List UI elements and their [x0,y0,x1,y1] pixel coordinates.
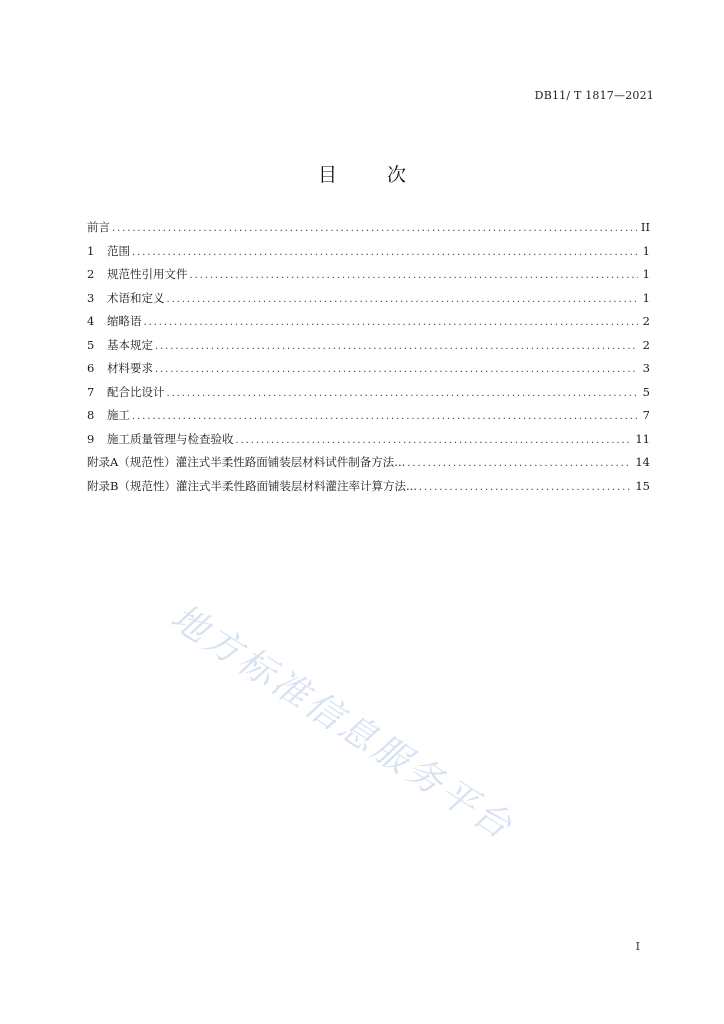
toc-entry-number: 5 [87,337,95,352]
toc-entry-foreword[interactable] [87,216,650,240]
title-char-1: 目 [317,164,337,186]
toc-leader-dots [112,217,637,241]
toc-entry-4[interactable] [87,310,650,334]
toc-entry-7[interactable] [87,381,650,405]
toc-leader-dots [167,288,639,312]
toc-entry-number: 9 [87,431,95,446]
toc-entry-page: 5 [642,384,650,399]
table-of-contents [87,216,650,498]
toc-entry-page: 2 [642,337,650,352]
toc-entry-text: 范围 [107,243,130,258]
toc-entry-text: 配合比设计 [107,384,165,399]
toc-leader-dots [419,476,631,500]
toc-entry-number: 4 [87,314,95,328]
toc-entry-page: 1 [642,243,650,258]
page-title [0,160,724,187]
toc-entry-page: 11 [635,431,650,446]
toc-entry-page: 7 [642,408,650,422]
toc-entry-text: 附录A（规范性）灌注式半柔性路面铺装层材料试件制备方法... [87,455,406,469]
toc-entry-page: 1 [642,290,650,305]
toc-entry-3[interactable] [87,287,650,311]
toc-leader-dots [407,452,631,476]
toc-entry-page: 1 [642,267,650,281]
toc-entry-6[interactable] [87,357,650,381]
toc-entry-text: 缩略语 [107,314,142,328]
toc-leader-dots [155,335,638,359]
toc-entry-number: 3 [87,290,95,305]
toc-entry-page: 2 [642,314,650,328]
toc-entry-appendix-a[interactable] [87,451,650,475]
toc-leader-dots [132,405,638,429]
toc-entry-text: 施工质量管理与检查验收 [107,431,234,446]
toc-entry-number: 8 [87,408,95,422]
toc-entry-number: 7 [87,384,95,399]
page-number: I [635,940,640,953]
toc-entry-text: 术语和定义 [107,290,165,305]
document-code: DB11/ T 1817—2021 [534,89,654,102]
toc-leader-dots [167,382,639,406]
toc-entry-9[interactable] [87,428,650,452]
toc-entry-number: 6 [87,361,95,375]
toc-entry-text: 附录B（规范性）灌注式半柔性路面铺装层材料灌注率计算方法... [87,478,417,493]
toc-leader-dots [155,358,638,382]
toc-entry-page: II [640,220,650,234]
toc-entry-text: 施工 [107,408,130,422]
toc-entry-page: 15 [635,478,650,493]
toc-entry-number: 2 [87,267,95,281]
toc-leader-dots [144,311,639,335]
toc-entry-1[interactable] [87,240,650,264]
toc-entry-page: 3 [642,361,650,375]
watermark: 地方标准信息服务平台 [163,596,522,849]
toc-entry-appendix-b[interactable] [87,475,650,499]
toc-entry-5[interactable] [87,334,650,358]
toc-entry-text: 基本规定 [107,337,153,352]
toc-entry-text: 前言 [87,220,110,234]
toc-entry-number: 1 [87,243,95,258]
toc-leader-dots [190,264,639,288]
toc-leader-dots [132,241,638,265]
toc-entry-text: 材料要求 [107,361,153,375]
toc-entry-page: 14 [635,455,650,469]
toc-entry-text: 规范性引用文件 [107,267,188,281]
toc-entry-2[interactable] [87,263,650,287]
toc-entry-8[interactable] [87,404,650,428]
toc-leader-dots [236,429,632,453]
title-char-2: 次 [387,164,407,186]
